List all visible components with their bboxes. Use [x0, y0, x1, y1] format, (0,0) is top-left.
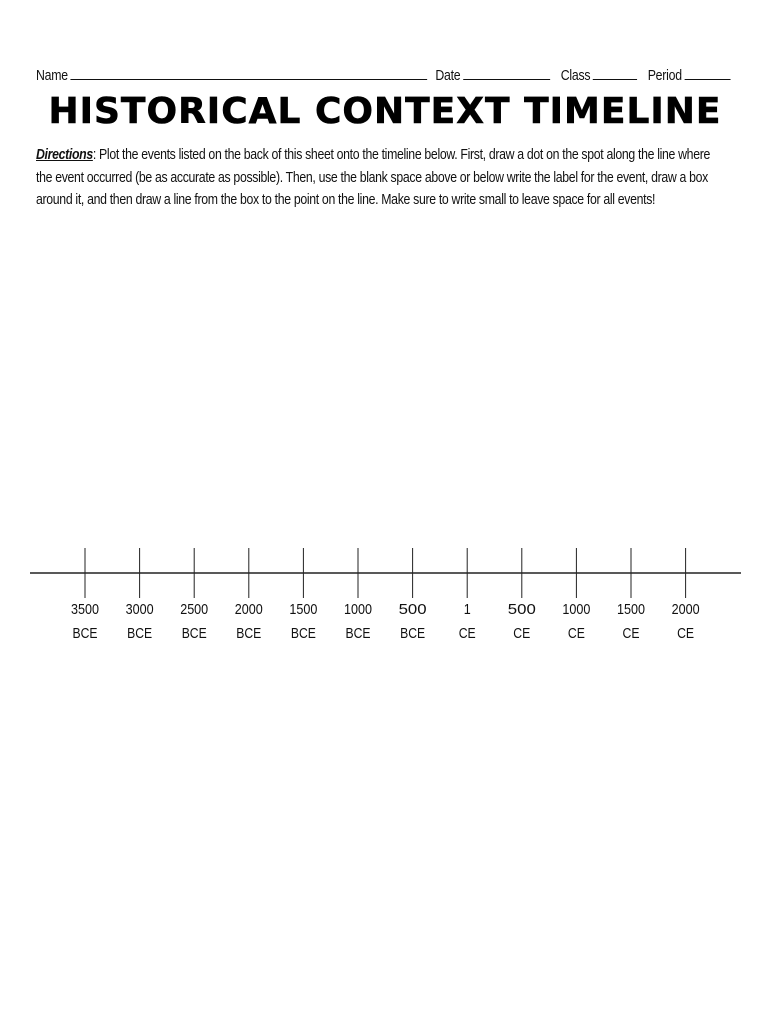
page-title: HISTORICAL CONTEXT TIMELINE [48, 91, 722, 132]
tick-year-label: 500 [507, 601, 536, 618]
class-field[interactable] [561, 63, 637, 84]
tick-era-label: BCE [400, 625, 426, 642]
date-blank[interactable] [463, 63, 550, 80]
tick-year-label: 2500 [180, 601, 209, 618]
tick-year-label: 2000 [671, 601, 700, 618]
period-blank[interactable] [684, 63, 730, 80]
tick-era-label: BCE [72, 625, 98, 642]
directions-line-1: Directions: Plot the events listed on the back of this sheet onto the timeline below. First, draw a dot on the spot along the line where [36, 146, 710, 163]
timeline [0, 540, 770, 660]
tick-era-label: BCE [127, 625, 153, 642]
directions-label: Directions [36, 146, 93, 163]
tick-era-label: BCE [236, 625, 262, 642]
directions-line-3: around it, and then draw a line from the box to the point on the line. Make sure to write small to leave space for all events! [36, 191, 656, 208]
name-label: Name [36, 67, 68, 84]
tick-era-label: CE [567, 625, 585, 642]
period-field[interactable] [648, 63, 730, 84]
tick-year-label: 1 [463, 601, 471, 618]
tick-year-label: 1000 [344, 601, 372, 618]
directions-line-2: the event occurred (be as accurate as possible). Then, use the blank space above or below write the label for the event, draw a box [36, 168, 708, 186]
tick-year-label: 1000 [562, 601, 591, 618]
tick-year-label: 3000 [125, 601, 154, 618]
tick-year-label: 500 [398, 601, 427, 618]
tick-year-label: 2000 [234, 601, 263, 618]
tick-era-label: CE [677, 625, 695, 642]
timeline-ticks [71, 548, 700, 642]
header-fields [36, 62, 682, 84]
tick-era-label: BCE [345, 625, 371, 642]
tick-year-label: 1500 [617, 601, 645, 618]
tick-era-label: CE [458, 625, 476, 642]
tick-year-label: 1500 [289, 601, 318, 618]
class-blank[interactable] [593, 63, 637, 80]
tick-era-label: BCE [290, 625, 316, 642]
tick-year-label: 3500 [71, 601, 99, 618]
directions-text [36, 144, 733, 212]
class-label: Class [560, 67, 591, 84]
name-blank[interactable] [70, 63, 427, 80]
tick-era-label: BCE [181, 625, 207, 642]
period-label: Period [647, 67, 682, 84]
name-field[interactable] [36, 63, 427, 84]
date-field[interactable] [435, 63, 549, 84]
tick-era-label: CE [513, 625, 531, 642]
tick-era-label: CE [622, 625, 640, 642]
date-label: Date [435, 67, 461, 84]
